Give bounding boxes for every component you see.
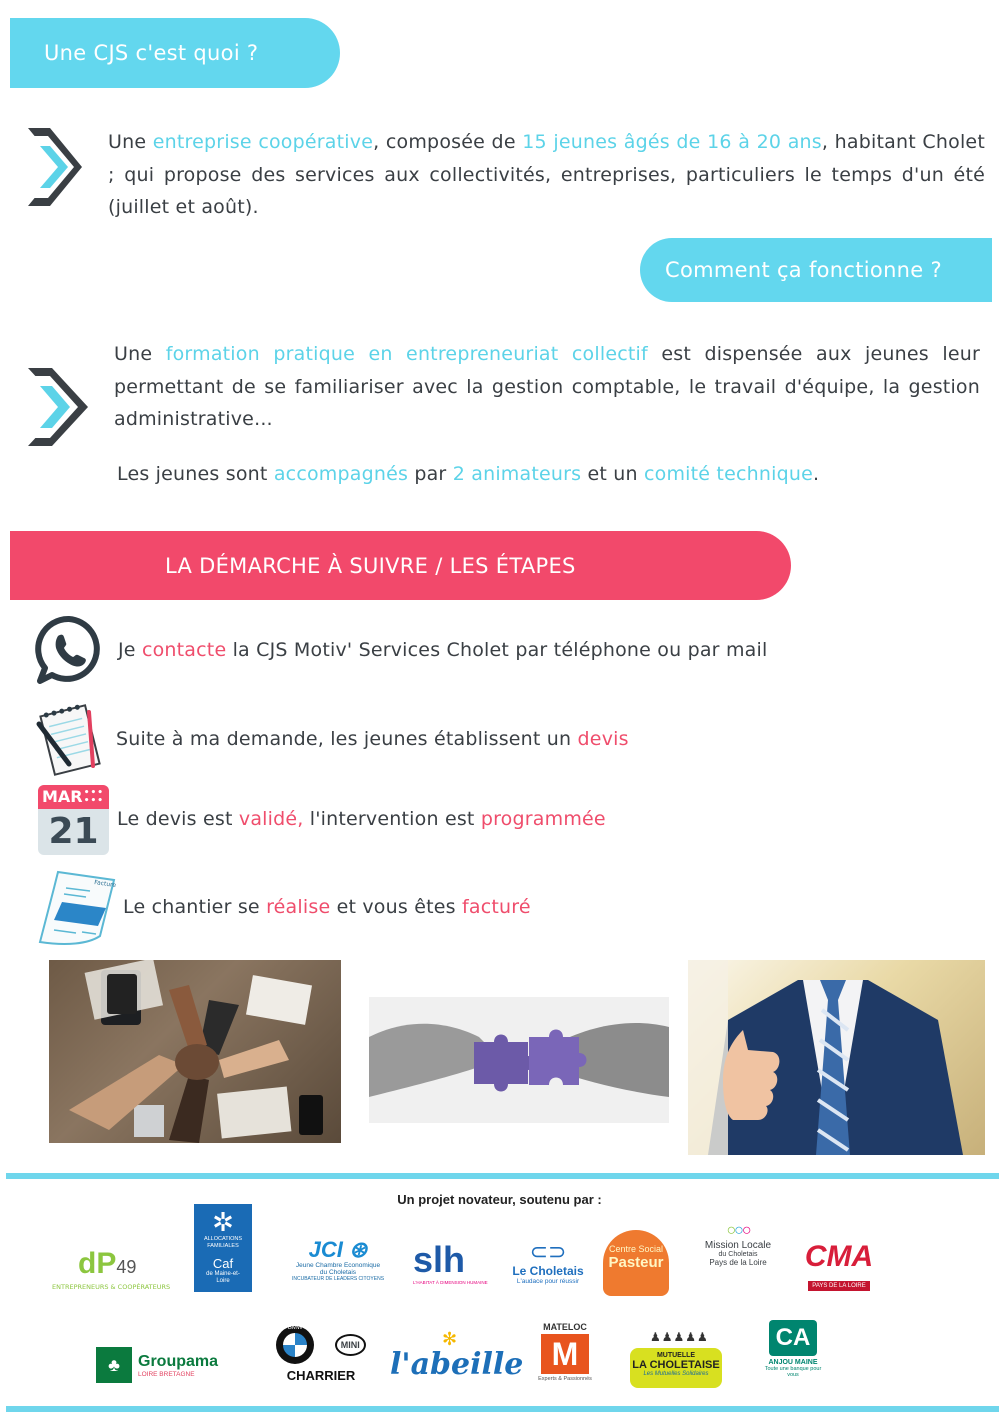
- paragraph-how: Une formation pratique en entrepreneuriat collectif est dispensée aux jeunes leur permettant de se familiariser avec la gestion comptable, le travail d'équipe, la gestion administrative...: [114, 343, 980, 430]
- calendar-icon: MAR ••• ••• 21: [38, 785, 109, 855]
- logo-abeille: ✻ l'abeille: [390, 1329, 524, 1382]
- logo-dp49: dP49 ENTREPRENEURS & COOPÉRATEURS: [52, 1247, 171, 1291]
- logo-centre-social-pasteur: Centre Social Pasteur: [603, 1230, 669, 1296]
- section-title-steps: LA DÉMARCHE À SUIVRE / LES ÉTAPES: [165, 553, 576, 578]
- paragraph-what: Une entreprise coopérative, composée de 15 jeunes âgés de 16 à 20 ans, habitant Cholet ; qui propose des services aux collectivités, entreprises, particuliers le temps d'un été (juillet et août).: [108, 131, 985, 218]
- highlight-youth-count: 15 jeunes âgés de 16 à 20 ans: [522, 131, 822, 153]
- step-contact: Je contacte la CJS Motiv' Services Cholet par téléphone ou par mail: [118, 639, 768, 661]
- footer-top-rule: [6, 1173, 999, 1179]
- section-title-how: Comment ça fonctionne ?: [665, 258, 942, 282]
- step-quote: Suite à ma demande, les jeunes établissent un devis: [116, 728, 629, 750]
- logo-caf: ✲ ALLOCATIONS FAMILIALES Caf de Maine-et-Loire: [194, 1204, 252, 1292]
- section-banner-steps: [10, 531, 791, 600]
- footer-bottom-rule: [6, 1406, 999, 1412]
- logo-mission-locale: ○○○ Mission Locale du Choletais Pays de la Loire: [704, 1222, 772, 1267]
- highlight-cooperative: entreprise coopérative: [152, 131, 374, 153]
- logo-slh: slh L'HABITAT À DIMENSION HUMAINE: [413, 1239, 488, 1285]
- logo-le-choletais: ⊂⊃ Le Choletais L'audace pour réussir: [512, 1239, 584, 1285]
- section-banner-how: [640, 238, 992, 302]
- calendar-month: MAR: [42, 787, 83, 806]
- logo-credit-agricole: CA ANJOU MAINE Toute une banque pour vous: [760, 1320, 826, 1382]
- thumbs-up-businessman-photo: [688, 960, 985, 1155]
- step-validated: Le devis est validé, l'intervention est programmée: [117, 808, 606, 830]
- section-title-what: Une CJS c'est quoi ?: [44, 41, 259, 65]
- footer-caption: Un projet novateur, soutenu par :: [397, 1192, 602, 1207]
- paragraph-support: Les jeunes sont accompagnés par 2 animateurs et un comité technique.: [117, 463, 820, 485]
- logo-cma: CMA PAYS DE LA LOIRE: [804, 1240, 874, 1289]
- calendar-day: 21: [48, 811, 99, 852]
- puzzle-hands-photo: [369, 997, 669, 1123]
- whatsapp-phone-icon: [34, 615, 104, 687]
- logo-jci: JCI ⊛ Jeune Chambre Economique du Choletais INCUBATEUR DE LEADERS CITOYENS: [291, 1237, 385, 1282]
- step-invoiced: Le chantier se réalise et vous êtes facturé: [123, 896, 531, 918]
- invoice-icon: [36, 866, 120, 948]
- section-banner-what: [10, 18, 340, 88]
- highlight-training: formation pratique en entrepreneuriat collectif: [165, 343, 648, 365]
- teamwork-fists-photo: [49, 960, 341, 1143]
- chevron-right-icon: [24, 364, 94, 450]
- logo-mateloc: MATELOC M Experts & Passionnés: [538, 1322, 592, 1382]
- logo-mutuelle-la-choletaise: ♟♟♟♟♟ MUTUELLE LA CHOLETAISE Les Mutuelles Solidaires: [622, 1330, 738, 1398]
- notepad-pen-icon: [33, 702, 107, 778]
- logo-charrier-bmw-mini: BMW MINI CHARRIER: [266, 1326, 376, 1386]
- chevron-right-icon: [24, 124, 88, 210]
- invoice-label: Facture: [93, 879, 117, 890]
- logo-groupama: ♣ Groupama LOIRE BRETAGNE: [96, 1345, 236, 1385]
